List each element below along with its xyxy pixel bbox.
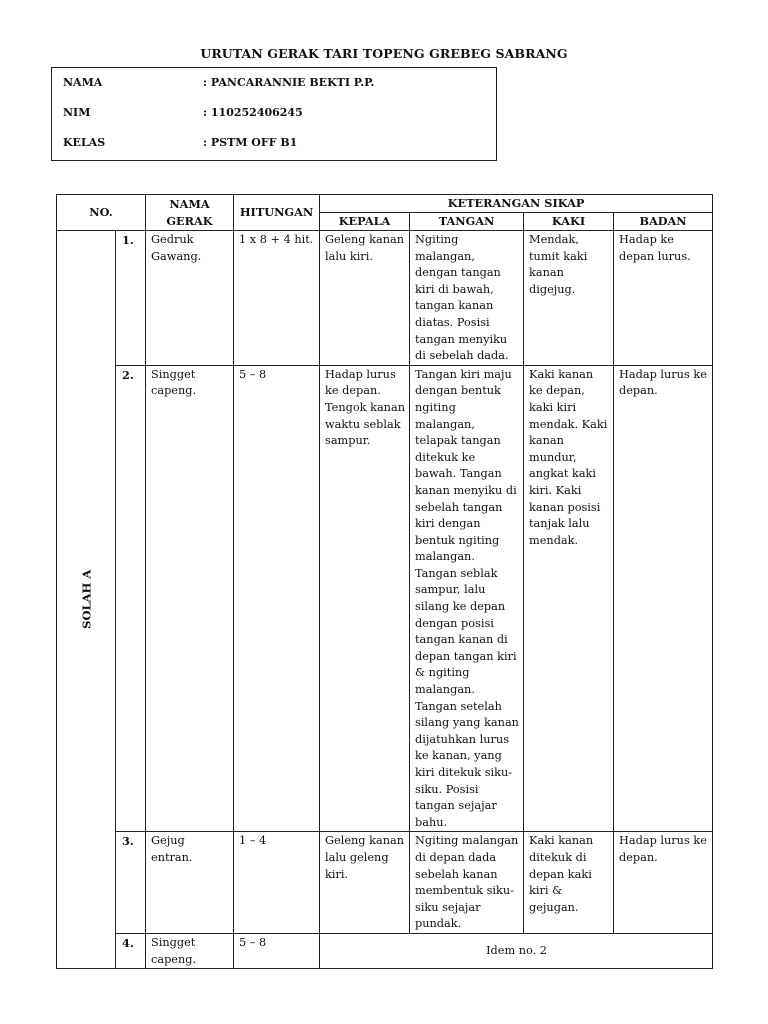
row-badan: Hadap ke depan lurus. — [614, 231, 713, 366]
kelas-value: : PSTM OFF B1 — [203, 136, 298, 149]
row-kaki: Kaki kanan ke depan, kaki kiri mendak. Kaki kanan mundur, angkat kaki kiri. Kaki kanan posisi tanjak lalu mendak. — [524, 365, 614, 832]
header-no: NO. — [57, 195, 146, 231]
header-nama-gerak: NAMA GERAK — [146, 195, 234, 231]
table-row — [57, 365, 713, 832]
document-title: URUTAN GERAK TARI TOPENG GREBEG SABRANG — [200, 46, 568, 61]
row-hitungan: 5 – 8 — [234, 365, 320, 832]
row-kepala: Geleng kanan lalu geleng kiri. — [320, 832, 410, 934]
nim-label: NIM — [63, 106, 91, 119]
nama-value: : PANCARANNIE BEKTI P.P. — [203, 76, 375, 89]
table-row — [57, 933, 713, 968]
row-number: 3. — [116, 832, 146, 934]
student-identity-box — [51, 67, 497, 161]
row-number: 4. — [116, 933, 146, 968]
row-kaki: Kaki kanan ditekuk di depan kaki kiri & gejugan. — [524, 832, 614, 934]
section-label: SOLAH A — [79, 569, 94, 629]
nama-label: NAMA — [63, 76, 103, 89]
table-row — [57, 832, 713, 934]
nim-value: : 110252406245 — [203, 106, 303, 119]
row-nama-gerak: Gejug entran. — [146, 832, 234, 934]
header-badan: BADAN — [614, 213, 713, 231]
row-number: 1. — [116, 231, 146, 366]
row-kepala: Geleng kanan lalu kiri. — [320, 231, 410, 366]
header-kepala: KEPALA — [320, 213, 410, 231]
row-number: 2. — [116, 365, 146, 832]
row-hitungan: 1 x 8 + 4 hit. — [234, 231, 320, 366]
row-nama-gerak: Singget capeng. — [146, 933, 234, 968]
row-hitungan: 1 – 4 — [234, 832, 320, 934]
row-kepala: Hadap lurus ke depan. Tengok kanan waktu seblak sampur. — [320, 365, 410, 832]
row-nama-gerak: Singget capeng. — [146, 365, 234, 832]
row-kaki: Mendak, tumit kaki kanan digejug. — [524, 231, 614, 366]
header-kaki: KAKI — [524, 213, 614, 231]
row-badan: Hadap lurus ke depan. — [614, 365, 713, 832]
header-tangan: TANGAN — [410, 213, 524, 231]
row-tangan: Ngiting malangan, dengan tangan kiri di bawah, tangan kanan diatas. Posisi tangan menyiku di sebelah dada. — [410, 231, 524, 366]
row-nama-gerak: Gedruk Gawang. — [146, 231, 234, 366]
row-tangan: Tangan kiri maju dengan bentuk ngiting malangan, telapak tangan ditekuk ke bawah. Tangan kanan menyiku di sebelah tangan kiri dengan bentuk ngiting malangan. Tangan seblak sampur, lalu silang ke depan dengan posisi tangan kanan di depan tangan kiri & ngiting malangan. Tangan setelah silang yang kanan dijatuhkan lurus ke kanan, yang kiri ditekuk siku-siku. Posisi tangan sejajar bahu. — [410, 365, 524, 832]
section-cell — [57, 231, 116, 969]
header-keterangan-sikap: KETERANGAN SIKAP — [320, 195, 713, 213]
row-hitungan: 5 – 8 — [234, 933, 320, 968]
header-row-1 — [57, 195, 713, 213]
row-tangan: Ngiting malangan di depan dada sebelah kanan membentuk siku-siku sejajar pundak. — [410, 832, 524, 934]
row-badan: Hadap lurus ke depan. — [614, 832, 713, 934]
header-hitungan: HITUNGAN — [234, 195, 320, 231]
row-idem: Idem no. 2 — [320, 933, 713, 968]
table-row — [57, 231, 713, 366]
kelas-label: KELAS — [63, 136, 106, 149]
dance-movement-table — [56, 194, 713, 969]
